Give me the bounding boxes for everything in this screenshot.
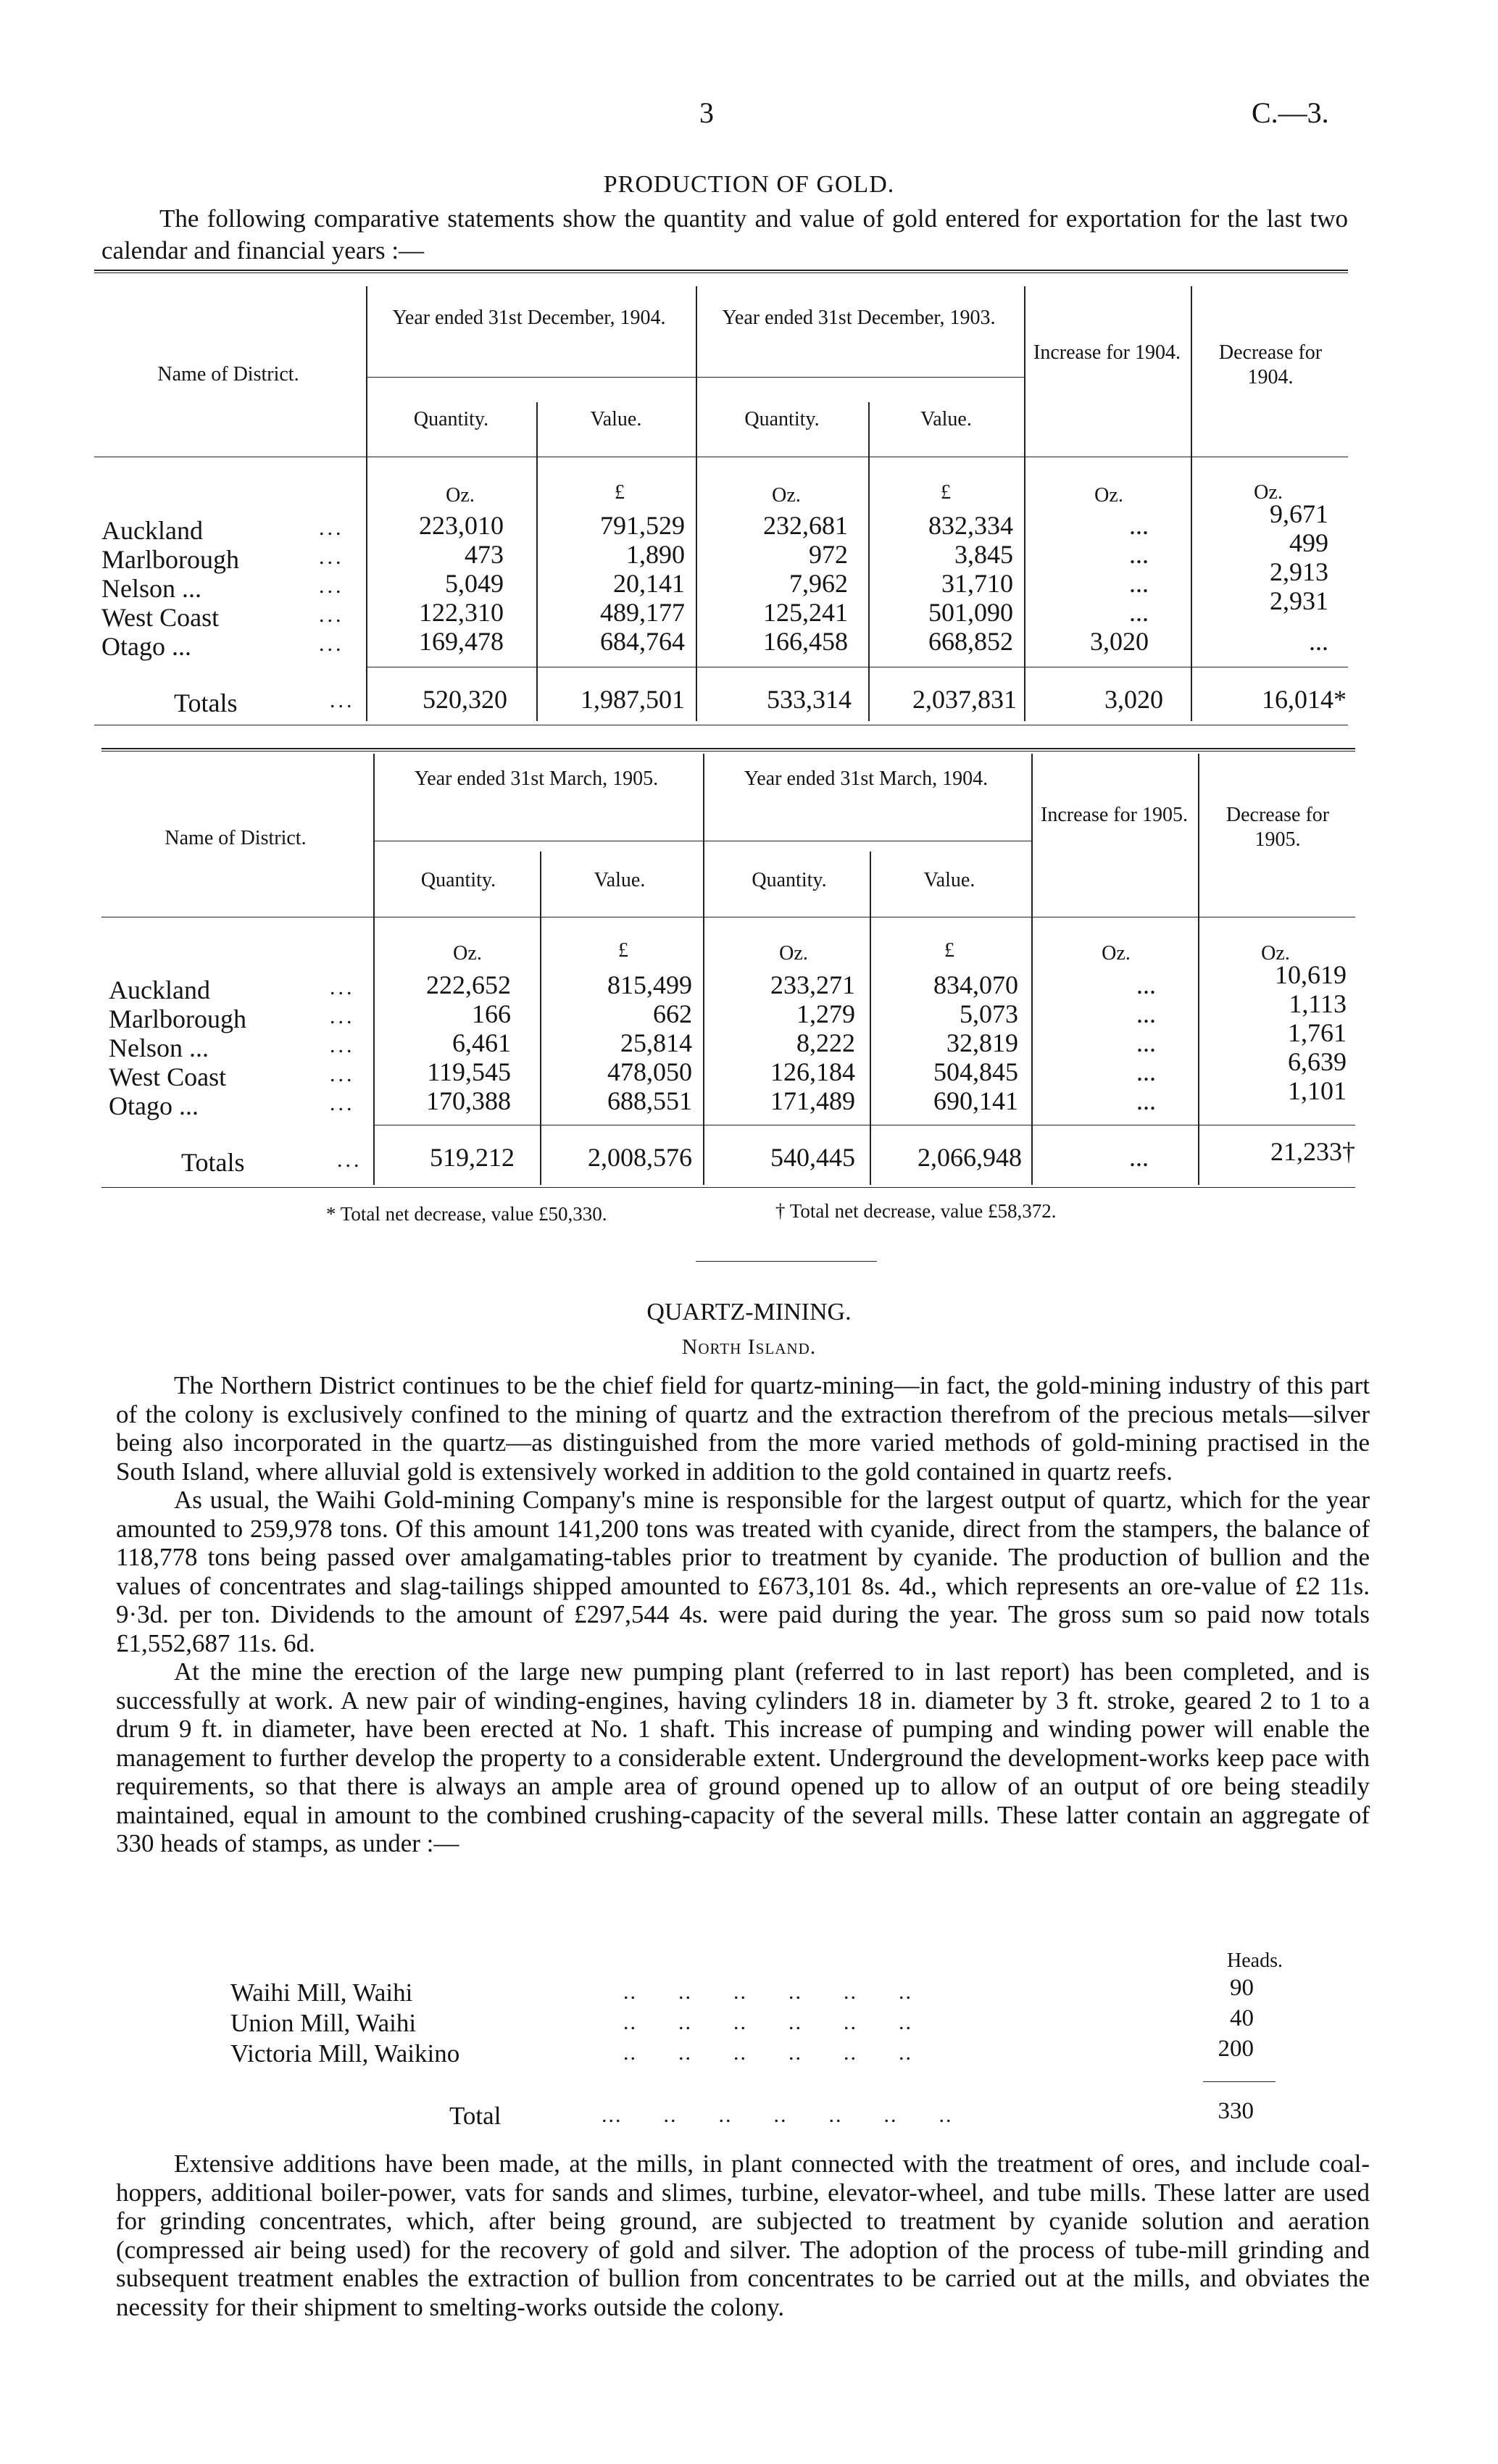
col-divider [868, 402, 870, 721]
quantity-cell: 125,241 [763, 598, 848, 627]
leader-dots: ... [319, 603, 344, 627]
value-cell: 690,141 [933, 1086, 1018, 1115]
quantity-header: Quantity. [420, 869, 496, 891]
value-cell: 815,499 [607, 970, 692, 999]
body-text [116, 1371, 1370, 1858]
footnote: † Total net decrease, value £58,372. [775, 1200, 1057, 1222]
total-quantity-cell: 519,212 [430, 1143, 515, 1172]
district-name: Auckland [101, 516, 203, 545]
district-name: Nelson ... [109, 1033, 209, 1062]
decrease-cell: 10,619 [1275, 960, 1347, 989]
total-value-cell: 2,008,576 [588, 1143, 692, 1172]
year-column-header: Year ended 31st December, 1903. [722, 307, 996, 329]
footnote: * Total net decrease, value £50,330. [326, 1203, 607, 1225]
total-value-cell: 2,037,831 [912, 685, 1017, 714]
leader-dots: ... [330, 975, 355, 999]
total-value-cell: 2,066,948 [917, 1143, 1022, 1172]
value-cell: 834,070 [933, 970, 1018, 999]
quantity-cell: 169,478 [419, 627, 504, 656]
district-name: Otago ... [101, 632, 191, 661]
district-name: West Coast [101, 603, 220, 632]
value-cell: 791,529 [600, 511, 685, 540]
col-divider [696, 286, 697, 721]
leader-dots: ... [330, 1033, 355, 1057]
paragraph: Extensive additions have been made, at the mills, in plant connected with the treatment of ores, and include coal-hoppers, additional boiler-power, vats for sands and slimes, turbine, elevator-wheel, and tube mills. These latter are used for grinding concentrates, which, after being ground, are subjected to treatment by cyanide solution and aeration (compressed air being used) for the recovery of gold and silver. The adoption of the process of tube-mill grinding and subsequent treatment enables the extraction of bullion from concentrates to be carried out at the mills, and obviates the necessity for their shipment to smelting-works outside the colony. [116, 2149, 1370, 2321]
totals-label: Totals [174, 688, 238, 717]
decrease-cell: 1,761 [1288, 1018, 1347, 1047]
intro-text: The following comparative statements show the quantity and value of gold entered for exportation for the last two calendar and financial years :— [101, 204, 1348, 265]
quantity-cell: 171,489 [770, 1086, 855, 1115]
col-divider [540, 852, 541, 1185]
unit-label: Oz. [1254, 481, 1283, 504]
district-name: Otago ... [109, 1091, 199, 1120]
leader-dots: ... [330, 1004, 355, 1028]
increase-cell: ... [1129, 598, 1149, 627]
value-cell: 662 [653, 999, 692, 1028]
decrease-column-header: Decrease for 1904. [1218, 341, 1323, 388]
leader-dots: .. .. .. .. .. .. [623, 2041, 912, 2065]
decrease-cell: 1,101 [1288, 1076, 1347, 1105]
document-reference: C.—3. [1252, 96, 1329, 129]
decrease-cell: ... [1309, 627, 1328, 656]
value-cell: 1,890 [626, 540, 685, 569]
leader-dots: ... [330, 688, 355, 712]
table-top-rule-thin [101, 751, 1355, 752]
value-cell: 668,852 [928, 627, 1013, 656]
col-divider [1191, 286, 1192, 721]
quantity-cell: 222,652 [426, 970, 511, 999]
value-header: Value. [923, 869, 975, 891]
unit-label: £ [618, 939, 628, 962]
decrease-cell: 6,639 [1288, 1047, 1347, 1076]
total-rule [1203, 2081, 1276, 2082]
value-cell: 3,845 [954, 540, 1013, 569]
unit-label: £ [941, 481, 951, 504]
leader-dots: ... .. .. .. .. .. .. [602, 2103, 953, 2127]
mill-heads: 200 [1218, 2036, 1254, 2062]
heads-label: Heads. [1227, 1949, 1283, 1972]
quantity-cell: 8,222 [796, 1028, 855, 1057]
leader-dots: ... [330, 1062, 355, 1086]
table-top-rule [101, 748, 1355, 749]
total-label: Total [449, 2102, 502, 2130]
total-quantity-cell: 540,445 [770, 1143, 855, 1172]
value-cell: 489,177 [600, 598, 685, 627]
table-bottom-rule [101, 1187, 1355, 1188]
district-name: Marlborough [101, 545, 239, 574]
increase-cell: ... [1129, 540, 1149, 569]
section-subtitle: North Island. [681, 1335, 817, 1359]
decrease-cell: 9,671 [1270, 499, 1328, 528]
total-value-cell: 1,987,501 [581, 685, 685, 714]
increase-cell: ... [1129, 511, 1149, 540]
page-number: 3 [699, 96, 714, 129]
leader-dots: ... [319, 574, 344, 598]
value-cell: 504,845 [933, 1057, 1018, 1086]
col-divider [373, 754, 375, 1185]
page-title: PRODUCTION OF GOLD. [603, 171, 895, 198]
col-divider [703, 754, 704, 1185]
col-divider [870, 852, 871, 1185]
quantity-cell: 5,049 [445, 569, 504, 598]
increase-column-header: Increase for 1904. [1033, 341, 1181, 364]
quantity-header: Quantity. [744, 408, 820, 430]
value-cell: 5,073 [960, 999, 1018, 1028]
quantity-cell: 6,461 [452, 1028, 511, 1057]
quantity-cell: 119,545 [427, 1057, 511, 1086]
year-column-header: Year ended 31st March, 1905. [414, 767, 659, 790]
value-cell: 501,090 [928, 598, 1013, 627]
value-cell: 31,710 [941, 569, 1013, 598]
leader-dots: ... [319, 516, 344, 540]
unit-label: Oz. [1261, 942, 1290, 965]
total-quantity-cell: 520,320 [423, 685, 507, 714]
mill-heads: 90 [1230, 1975, 1254, 2001]
unit-label: Oz. [453, 942, 482, 965]
leader-dots: .. .. .. .. .. .. [623, 1980, 912, 2004]
value-header: Value. [590, 408, 642, 430]
district-name: Nelson ... [101, 574, 201, 603]
district-name: West Coast [109, 1062, 227, 1091]
decrease-cell: 499 [1289, 528, 1328, 557]
paragraph: The Northern District continues to be the chief field for quartz-mining—in fact, the gold-mining industry of this part of the colony is exclusively confined to the mining of quartz and the extraction therefrom of the precious metals—silver being also incorporated in the quartz—as distinguished from the more varied methods of gold-mining practised in the South Island, where alluvial gold is extensively worked in addition to the gold contained in quartz reefs. [116, 1371, 1370, 1486]
total-increase-cell: 3,020 [1104, 685, 1163, 714]
quantity-header: Quantity. [413, 408, 489, 430]
unit-label: Oz. [446, 484, 475, 507]
leader-dots: .. .. .. .. .. .. [623, 2010, 912, 2034]
mill-heads: 40 [1230, 2005, 1254, 2031]
totals-label: Totals [181, 1148, 245, 1177]
col-divider [536, 402, 538, 721]
value-cell: 688,551 [607, 1086, 692, 1115]
section-divider [696, 1261, 877, 1262]
increase-cell: 3,020 [1090, 627, 1149, 656]
paragraph: As usual, the Waihi Gold-mining Company's mine is responsible for the largest output of quartz, which for the year amounted to 259,978 tons. Of this amount 141,200 tons was treated with cyanide, direct from the stampers, the balance of 118,778 tons being passed over amalgamating-tables prior to treatment by cyanide. The production of bullion and the values of concentrates and slag-tailings shipped amounted to £673,101 8s. 4d., which represents an ore-value of £2 11s. 9·3d. per ton. Dividends to the amount of £297,544 4s. were paid during the year. The gross sum so paid now totals £1,552,687 11s. 6d. [116, 1486, 1370, 1657]
total-decrease-cell: 21,233† [1270, 1137, 1355, 1166]
total-quantity-cell: 533,314 [767, 685, 852, 714]
quantity-cell: 166 [472, 999, 511, 1028]
total-decrease-cell: 16,014* [1262, 685, 1347, 714]
value-cell: 478,050 [607, 1057, 692, 1086]
district-name: Auckland [109, 975, 210, 1004]
mills-total: 330 [1218, 2098, 1254, 2124]
decrease-column-header: Decrease for 1905. [1226, 804, 1330, 851]
leader-dots: ... [330, 1091, 355, 1115]
increase-cell: ... [1136, 1086, 1156, 1115]
unit-label: £ [615, 481, 625, 504]
leader-dots: ... [319, 632, 344, 656]
leader-dots: ... [337, 1148, 362, 1172]
increase-cell: ... [1136, 1028, 1156, 1057]
quantity-cell: 166,458 [763, 627, 848, 656]
quantity-cell: 1,279 [796, 999, 855, 1028]
section-title: QUARTZ-MINING. [646, 1299, 852, 1325]
decrease-cell: 2,913 [1270, 557, 1328, 586]
increase-cell: ... [1136, 1057, 1156, 1086]
quantity-cell: 233,271 [770, 970, 855, 999]
header-subrule [366, 377, 1024, 378]
district-column-header: Name of District. [165, 827, 307, 849]
district-column-header: Name of District. [157, 363, 299, 386]
quantity-cell: 126,184 [770, 1057, 855, 1086]
year-column-header: Year ended 31st December, 1904. [392, 307, 666, 329]
quantity-cell: 972 [809, 540, 848, 569]
district-name: Marlborough [109, 1004, 246, 1033]
value-cell: 832,334 [928, 511, 1013, 540]
increase-cell: ... [1136, 999, 1156, 1028]
quantity-header: Quantity. [752, 869, 827, 891]
increase-cell: ... [1136, 970, 1156, 999]
value-header: Value. [920, 408, 972, 430]
quantity-cell: 122,310 [419, 598, 504, 627]
quantity-cell: 473 [465, 540, 504, 569]
col-divider [1198, 754, 1199, 1185]
increase-cell: ... [1129, 569, 1149, 598]
increase-column-header: Increase for 1905. [1041, 804, 1188, 826]
quantity-cell: 232,681 [763, 511, 848, 540]
quantity-cell: 7,962 [789, 569, 848, 598]
value-cell: 20,141 [613, 569, 685, 598]
table-top-rule-thin [94, 272, 1348, 273]
col-divider [366, 286, 367, 721]
unit-label: £ [944, 939, 954, 962]
mill-name: Victoria Mill, Waikino [230, 2039, 460, 2068]
value-header: Value. [594, 869, 646, 891]
value-cell: 25,814 [620, 1028, 692, 1057]
value-cell: 32,819 [946, 1028, 1018, 1057]
unit-label: Oz. [1094, 484, 1123, 507]
total-increase-cell: ... [1129, 1143, 1149, 1172]
intro-paragraph [101, 203, 1348, 267]
table-top-rule [94, 270, 1348, 271]
value-cell: 684,764 [600, 627, 685, 656]
body-text [116, 2149, 1370, 2321]
decrease-cell: 2,931 [1270, 586, 1328, 615]
leader-dots: ... [319, 545, 344, 569]
unit-label: Oz. [772, 484, 801, 507]
paragraph: At the mine the erection of the large new pumping plant (referred to in last report) has been completed, and is successfully at work. A new pair of winding-engines, having cylinders 18 in. diameter by 3 ft. stroke, geared 2 to 1 to a drum 9 ft. in diameter, have been erected at No. 1 shaft. This increase of pumping and winding power will enable the management to further develop the property to a considerable extent. Underground the development-works keep pace with requirements, so that there is always an ample area of ground opened up to allow of an output of ore being steadily maintained, equal in amount to the combined crushing-capacity of the several mills. These latter contain an aggregate of 330 heads of stamps, as under :— [116, 1657, 1370, 1857]
decrease-cell: 1,113 [1289, 989, 1347, 1018]
unit-label: Oz. [779, 942, 808, 965]
mill-name: Waihi Mill, Waihi [230, 1978, 413, 2007]
mill-name: Union Mill, Waihi [230, 2009, 417, 2037]
unit-label: Oz. [1102, 942, 1131, 965]
year-column-header: Year ended 31st March, 1904. [744, 767, 989, 790]
quantity-cell: 223,010 [419, 511, 504, 540]
quantity-cell: 170,388 [426, 1086, 511, 1115]
